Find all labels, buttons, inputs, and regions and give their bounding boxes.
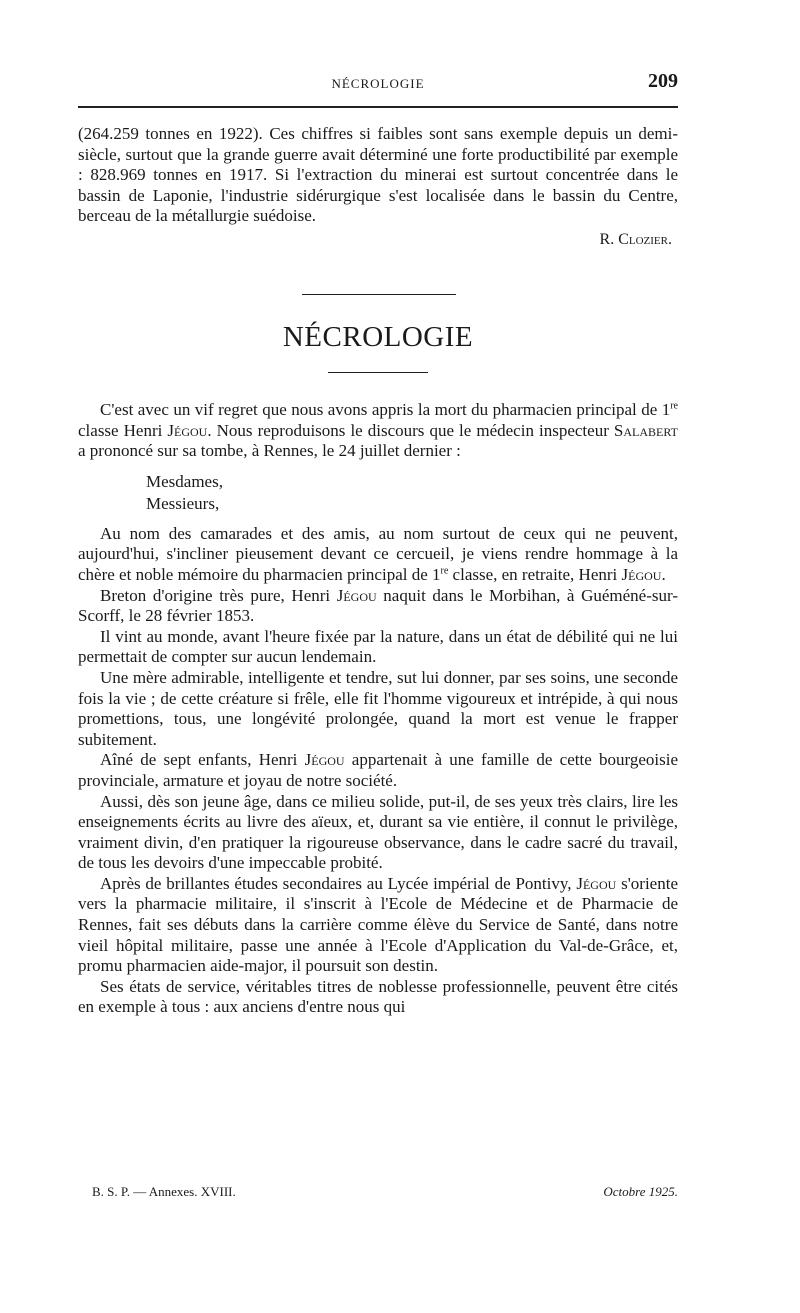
- paragraph: [78, 750, 678, 791]
- section-divider-top: [302, 294, 456, 295]
- closing-paragraph: (264.259 tonnes en 1922). Ces chiffres si faibles sont sans exemple depuis un demi-siècle, surtout que la grande guerre avait déterminé une forte productibilité par exemple : 828.969 tonnes en 1917. Si l'extraction du minerai est surtout concentrée dans le bassin de Laponie, l'industrie sidérurgique s'est localisée dans le bassin du Centre, berceau de la métallurgie suédoise.: [78, 124, 678, 226]
- text-run: naquit dans le Morbihan, à Guéméné-sur-Scorff, le 28 février 1853.: [78, 585, 678, 626]
- obituary-body: [78, 400, 678, 1018]
- paragraph: [78, 524, 678, 586]
- page-number: 209: [648, 70, 678, 92]
- salutation-line: Mesdames,: [146, 471, 223, 491]
- paragraph: Il vint au monde, avant l'heure fixée par la nature, dans un état de débilité qui ne lui permettait de compter sur aucun lendemain.: [78, 626, 678, 667]
- text-run: Breton d'origine très pure, Henri: [100, 585, 337, 605]
- salutation: [146, 471, 678, 515]
- salutation-line: Messieurs,: [146, 493, 220, 513]
- text-run: C'est avec un vif regret que nous avons appris la mort du pharmacien principal de 1: [100, 400, 671, 419]
- section-divider-bottom: [328, 372, 428, 373]
- text-run: Après de brillantes études secondaires au Lycée impérial de Pontivy,: [100, 873, 577, 893]
- person-name: Jégou: [304, 750, 345, 770]
- author-signature: R. Clozier.: [599, 230, 672, 248]
- paragraph: [78, 586, 678, 627]
- person-name: Jégou: [336, 585, 377, 605]
- intro-paragraph: [78, 400, 678, 462]
- paragraph: [78, 874, 678, 977]
- paragraph: Ses états de service, véritables titres de noblesse professionnelle, peuvent être cités en exemple à tous : aux anciens d'entre nous qui: [78, 976, 678, 1017]
- paragraph: Une mère admirable, intelligente et tendre, sut lui donner, par ses soins, une seconde fois la vie ; de cette créature si frêle, elle fit l'homme vigoureux et intrépide, à qui nous promettions, tous, une longévité prolongée, quand la mort est venue le frapper subitement.: [78, 667, 678, 749]
- text-run: appartenait à une famille de cette bourgeoisie provinciale, armature et joyau de notre société.: [78, 750, 678, 790]
- paragraph: Aussi, dès son jeune âge, dans ce milieu solide, put-il, de ses yeux très clairs, lire les enseignements écrits au livre des aïeux, et, durant sa vie entière, il connut le privilège, vraiment divin, d'en pratiquer la rigoureuse observance, dans le cadre sacré du travail, de tous les devoirs d'une impeccable probité.: [78, 791, 678, 873]
- text-run: Aîné de sept enfants, Henri: [100, 750, 305, 770]
- text-run: Au nom des camarades et des amis, au nom surtout de ceux qui ne peuvent, aujourd'hui, s'incliner pieusement devant ce cercueil, je viens rendre hommage à la chère et noble mémoire du pharmacien principal de 1: [78, 523, 678, 584]
- person-name: Salabert: [613, 420, 678, 440]
- superscript: re: [440, 565, 449, 577]
- running-title: NÉCROLOGIE: [331, 76, 425, 91]
- person-name: Jégou: [167, 420, 208, 440]
- text-run: a prononcé sur sa tombe, à Rennes, le 24 juillet dernier :: [78, 441, 461, 461]
- person-name: Jégou: [621, 564, 662, 584]
- journal-reference: B. S. P. — Annexes. XVIII.: [92, 1184, 236, 1199]
- text-run: classe, en retraite, Henri: [448, 564, 622, 584]
- previous-article-end: [78, 124, 678, 249]
- person-name: Jégou: [576, 873, 617, 893]
- text-run: .: [661, 564, 666, 584]
- issue-date: Octobre 1925.: [603, 1184, 678, 1199]
- superscript: re: [670, 400, 678, 412]
- running-head: [78, 70, 678, 100]
- section-title: NÉCROLOGIE: [282, 321, 474, 353]
- text-run: s'oriente vers la pharmacie militaire, il s'inscrit à l'Ecole de Médecine et de Pharmacie de Rennes, fait ses débuts dans la carrière comme élève du Service de Santé, dans notre vieil hôpital militaire, passe une année à l'Ecole d'Application du Val-de-Grâce, et, promu pharmacien aide-major, il poursuit son destin.: [78, 873, 678, 976]
- text-run: . Nous reproduisons le discours que le médecin inspecteur: [207, 420, 614, 440]
- text-run: classe Henri: [78, 420, 168, 440]
- header-rule: [78, 106, 678, 108]
